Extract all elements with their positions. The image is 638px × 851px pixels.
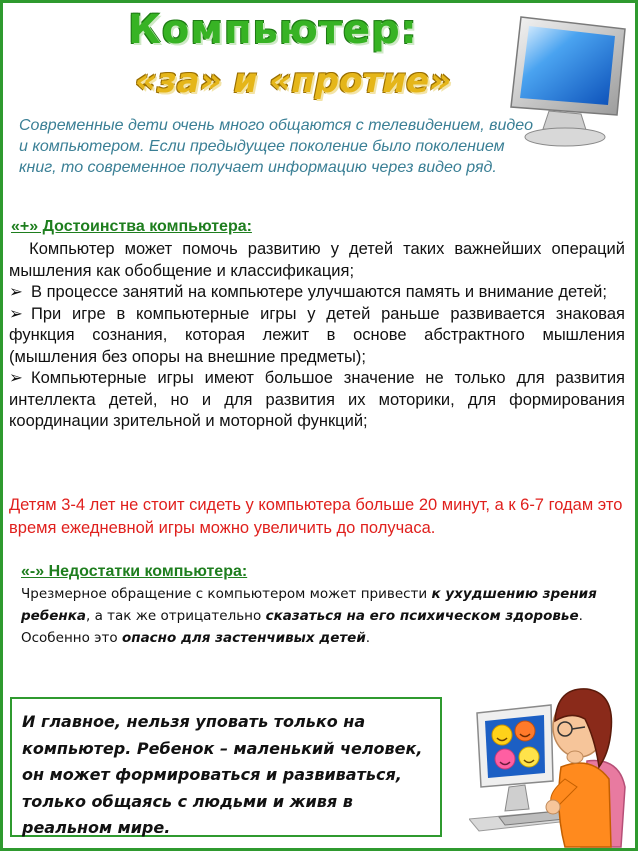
time-limit-warning: Детям 3-4 лет не стоит сидеть у компьютера больше 20 минут, а к 6-7 годам это время ежедневной игры можно увеличить до получаса.: [9, 496, 623, 537]
cons-emphasis: сказаться на его психическом здоровье: [265, 608, 579, 624]
pros-item-text: В процессе занятий на компьютере улучшаются память и внимание детей;: [31, 283, 607, 301]
pros-item: [9, 239, 625, 282]
pros-item: [9, 368, 625, 433]
cons-text: . Особенно это: [21, 608, 583, 646]
pros-item: [9, 282, 625, 304]
conclusion-text: И главное, нельзя уповать только на компьютер. Ребенок – маленький человек, он может формироваться и развиваться, только общаясь с людьми и живя в реальном мире.: [22, 712, 423, 837]
cons-text: .: [365, 630, 371, 646]
girl-at-computer-illustration: [469, 669, 631, 849]
cons-text: , а так же отрицательно: [86, 608, 266, 624]
pros-item-text: Компьютерные игры имеют большое значение не только для развития интеллекта детей, но и для развития их моторики, для формирования координации зрительной и моторной функций;: [9, 369, 625, 430]
pros-item: [9, 304, 625, 369]
intro-paragraph: Современные дети очень много общаются с телевидением, видео и компьютером. Если предыдущее поколение было поколением книг, то современное получает информацию через видео ряд.: [19, 117, 533, 176]
pros-item-text: Компьютер может помочь развитию у детей таких важнейших операций мышления как обобщение и классификация;: [9, 240, 625, 280]
conclusion-box: [10, 697, 442, 837]
title-line-2: «за» и «протие»: [134, 61, 452, 101]
cons-emphasis: опасно для застенчивых детей: [121, 630, 366, 646]
cons-paragraph: [21, 583, 611, 649]
arrow-bullet-icon: ➢: [9, 369, 23, 387]
cons-text: Чрезмерное обращение с компьютером может привести: [21, 586, 432, 602]
arrow-bullet-icon: ➢: [9, 304, 23, 323]
pros-item-text: При игре в компьютерные игры у детей раньше развивается знаковая функция сознания, которая лежит в основе абстрактного мышления (мышления без опоры на внешние предметы);: [9, 304, 625, 366]
pros-list: [9, 239, 625, 433]
title-line-1: Компьютер:: [128, 7, 418, 53]
cons-emphasis: к ухудшению зрения ребенка: [21, 586, 597, 624]
arrow-bullet-icon: ➢: [9, 283, 23, 301]
pros-heading: «+» Достоинства компьютера:: [11, 218, 252, 235]
cons-heading: «-» Недостатки компьютера:: [21, 563, 248, 580]
